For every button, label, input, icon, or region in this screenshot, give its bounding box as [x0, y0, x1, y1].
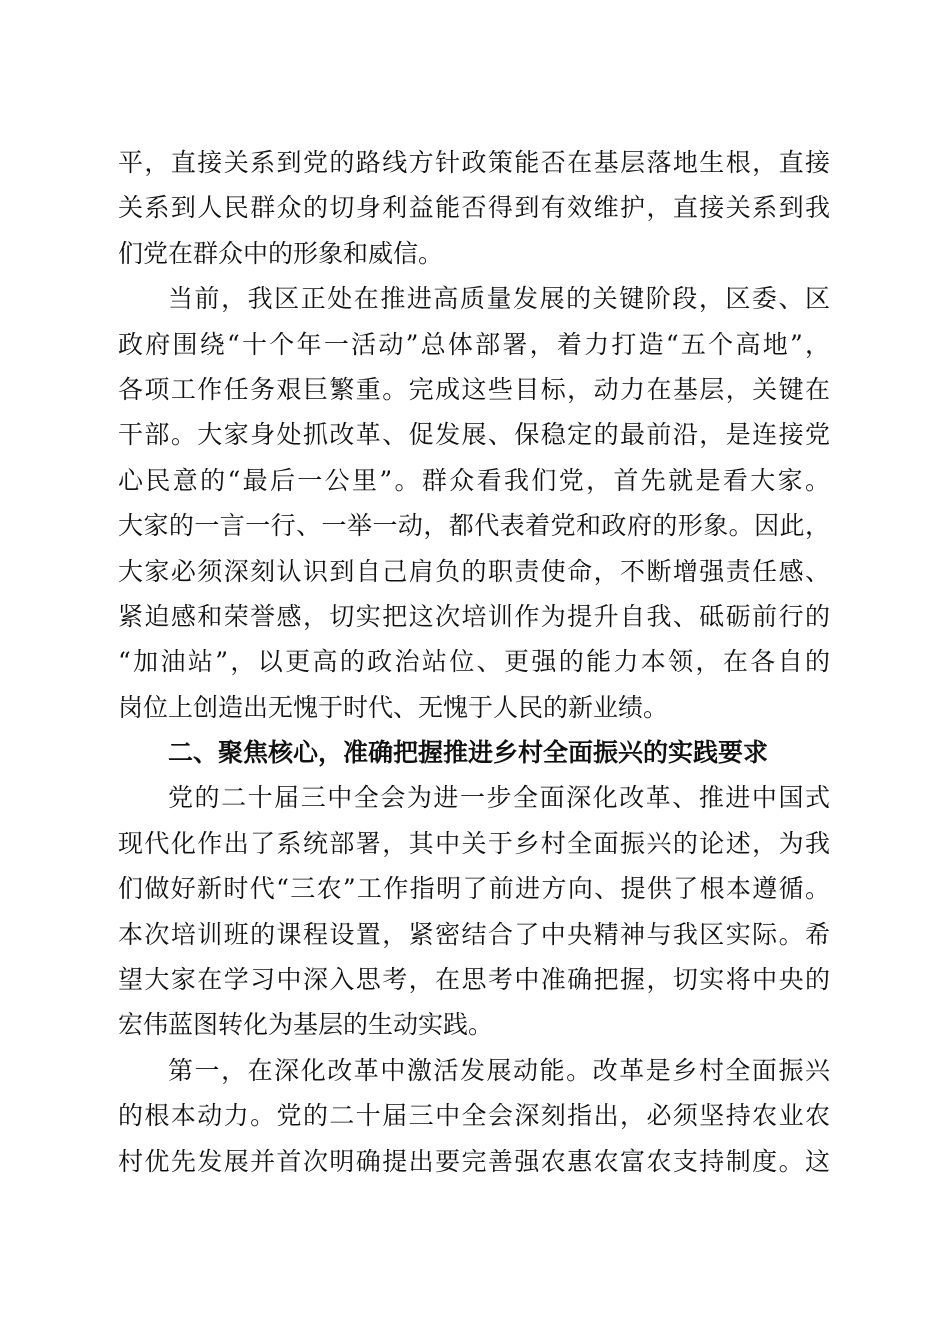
paragraph-line: 的根本动力。党的二十届三中全会深刻指出，必须坚持农业农 [118, 1101, 830, 1131]
paragraph-line: 们党在群众中的形象和威信。 [118, 238, 444, 268]
paragraph-line: 当前，我区正处在推进高质量发展的关键阶段，区委、区 [168, 284, 830, 314]
paragraph-line: 紧迫感和荣誉感，切实把这次培训作为提升自我、砥砺前行的 [118, 601, 830, 631]
paragraph-line: 各项工作任务艰巨繁重。完成这些目标，动力在基层，关键在 [118, 374, 830, 404]
paragraph-line [118, 1048, 830, 1093]
section-heading: 二、聚焦核心，准确把握推进乡村全面振兴的实践要求 [168, 738, 769, 768]
document-body [118, 140, 830, 1184]
paragraph-line: 大家的一言一行、一举一动，都代表着党和政府的形象。因此， [118, 511, 830, 541]
paragraph-line: 们做好新时代“三农”工作指明了前进方向、提供了根本遵循。 [118, 874, 830, 904]
paragraph-line: 望大家在学习中深入思考，在思考中准确把握，切实将中央的 [118, 965, 830, 995]
paragraph-line: 村优先发展并首次明确提出要完善强农惠农富农支持制度。这 [118, 1146, 830, 1176]
paragraph-lead: 第一，在深化改革中激活发展动能。 [168, 1055, 593, 1085]
paragraph-line: 现代化作出了系统部署，其中关于乡村全面振兴的论述，为我 [118, 828, 830, 858]
paragraph-line: “加油站”，以更高的政治站位、更强的能力本领，在各自的 [118, 647, 830, 677]
paragraph-line: 本次培训班的课程设置，紧密结合了中央精神与我区实际。希 [118, 919, 830, 949]
paragraph-text: 改革是乡村全面振兴 [592, 1055, 830, 1085]
paragraph-line: 政府围绕“十个年一活动”总体部署，着力打造“五个高地”， [118, 329, 830, 359]
paragraph-line: 大家必须深刻认识到自己肩负的职责使命，不断增强责任感、 [118, 556, 830, 586]
paragraph-line: 关系到人民群众的切身利益能否得到有效维护，直接关系到我 [118, 193, 830, 223]
paragraph-line: 干部。大家身处抓改革、促发展、保稳定的最前沿，是连接党 [118, 420, 830, 450]
paragraph-line: 岗位上创造出无愧于时代、无愧于人民的新业绩。 [118, 692, 669, 722]
paragraph-line: 宏伟蓝图转化为基层的生动实践。 [118, 1010, 494, 1040]
paragraph-line: 心民意的“最后一公里”。群众看我们党，首先就是看大家。 [118, 465, 830, 495]
paragraph-line: 党的二十届三中全会为进一步全面深化改革、推进中国式 [168, 783, 830, 813]
paragraph-line: 平，直接关系到党的路线方针政策能否在基层落地生根，直接 [118, 148, 830, 177]
